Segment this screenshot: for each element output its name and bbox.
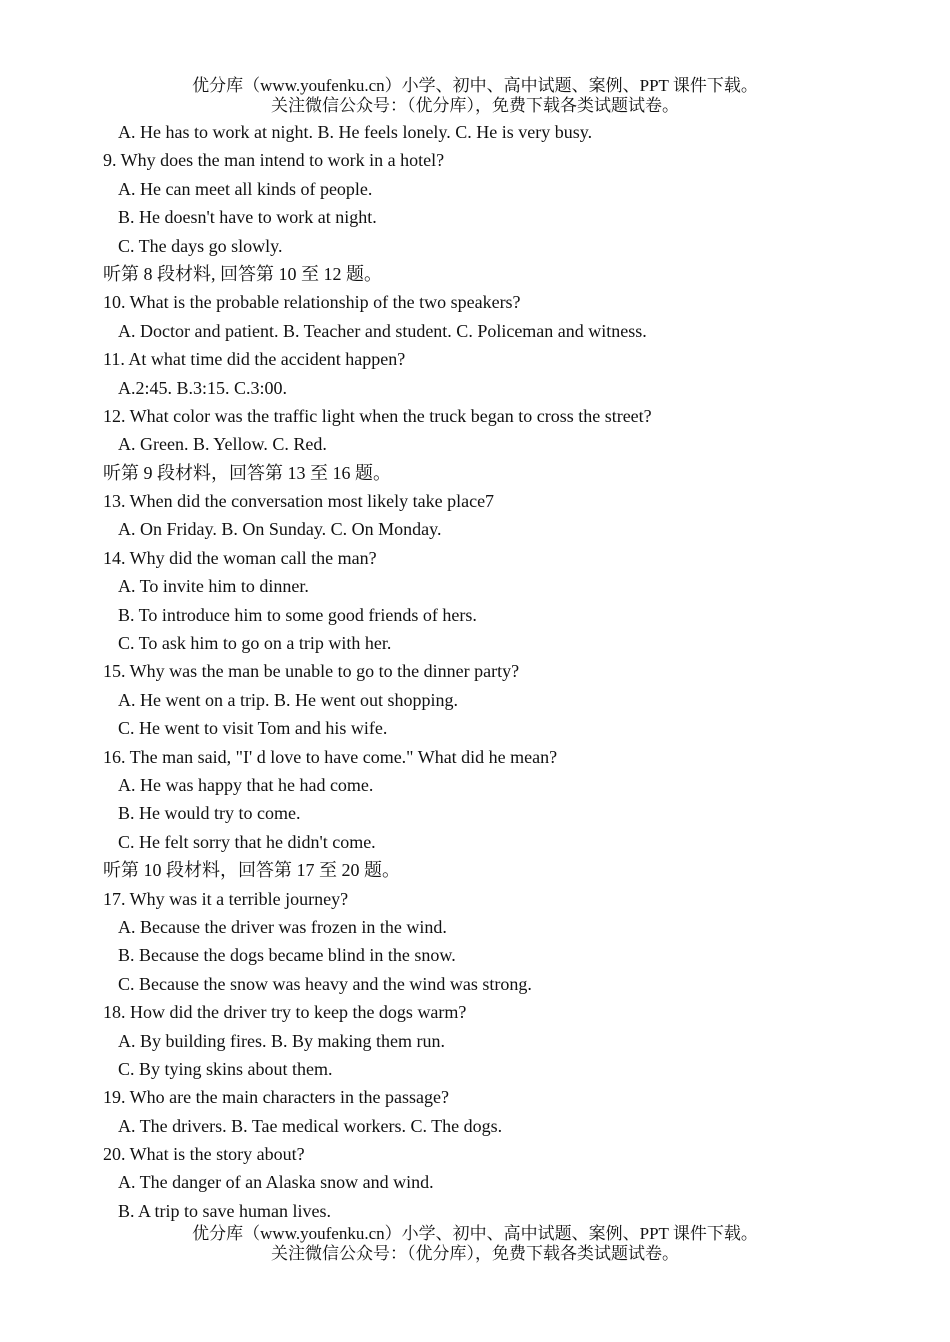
question-line: 9. Why does the man intend to work in a hotel?	[103, 150, 445, 171]
section-heading: 听第 9 段材料，回答第 13 至 16 题。	[103, 462, 391, 483]
option-line: C. He went to visit Tom and his wife.	[118, 718, 388, 739]
question-line: 19. Who are the main characters in the passage?	[103, 1087, 450, 1108]
option-line: B. A trip to save human lives.	[118, 1200, 331, 1221]
option-line: C. Because the snow was heavy and the wind was strong.	[118, 973, 532, 994]
option-line: A. Because the driver was frozen in the wind.	[118, 916, 447, 937]
option-line: B. Because the dogs became blind in the snow.	[118, 945, 456, 966]
header-line-1: 优分库（www.youfenku.cn）小学、初中、高中试题、案例、PPT 课件下载。	[192, 76, 758, 95]
question-line: 13. When did the conversation most likely take place7	[103, 491, 495, 512]
option-line: C. By tying skins about them.	[118, 1058, 333, 1079]
option-line: B. He doesn't have to work at night.	[118, 207, 377, 228]
question-line: 16. The man said, "I' d love to have come." What did he mean?	[103, 746, 558, 767]
option-line: A. By building fires. B. By making them run.	[118, 1030, 445, 1051]
option-line: B. He would try to come.	[118, 803, 301, 824]
option-line: A. The drivers. B. Tae medical workers. C. The dogs.	[118, 1115, 503, 1136]
option-line: A. He was happy that he had come.	[118, 774, 374, 795]
question-line: 15. Why was the man be unable to go to the dinner party?	[103, 661, 520, 682]
section-heading: 听第 8 段材料, 回答第 10 至 12 题。	[103, 263, 382, 284]
option-line: A. He went on a trip. B. He went out shopping.	[118, 689, 458, 710]
option-line: A. On Friday. B. On Sunday. C. On Monday.	[118, 519, 442, 540]
option-line: A.2:45. B.3:15. C.3:00.	[118, 377, 288, 398]
option-line: A. He can meet all kinds of people.	[118, 178, 373, 199]
option-line: A. Doctor and patient. B. Teacher and student. C. Policeman and witness.	[118, 320, 647, 341]
option-line: C. He felt sorry that he didn't come.	[118, 831, 376, 852]
question-line: 10. What is the probable relationship of the two speakers?	[103, 292, 521, 313]
option-line: A. To invite him to dinner.	[118, 576, 309, 597]
header-line-2: 关注微信公众号：（优分库），免费下载各类试题试卷。	[271, 96, 679, 115]
footer-line-2: 关注微信公众号：（优分库），免费下载各类试题试卷。	[271, 1244, 679, 1263]
page-header	[0, 76, 950, 116]
question-line: 11. At what time did the accident happen?	[103, 349, 406, 370]
footer-line-1: 优分库（www.youfenku.cn）小学、初中、高中试题、案例、PPT 课件下载。	[192, 1224, 758, 1243]
question-line: 14. Why did the woman call the man?	[103, 547, 377, 568]
option-line: A. Green. B. Yellow. C. Red.	[118, 434, 327, 455]
exam-content	[103, 118, 903, 1225]
section-heading: 听第 10 段材料，回答第 17 至 20 题。	[103, 860, 400, 881]
question-line: 12. What color was the traffic light when the truck began to cross the street?	[103, 405, 652, 426]
option-line: A. The danger of an Alaska snow and wind.	[118, 1172, 434, 1193]
option-line: C. The days go slowly.	[118, 235, 283, 256]
option-line: A. He has to work at night. B. He feels lonely. C. He is very busy.	[118, 122, 593, 142]
option-line: B. To introduce him to some good friends of hers.	[118, 604, 477, 625]
question-line: 18. How did the driver try to keep the dogs warm?	[103, 1002, 467, 1023]
page-footer	[0, 1224, 950, 1264]
question-line: 20. What is the story about?	[103, 1144, 305, 1165]
option-line: C. To ask him to go on a trip with her.	[118, 633, 392, 654]
question-line: 17. Why was it a terrible journey?	[103, 888, 349, 909]
